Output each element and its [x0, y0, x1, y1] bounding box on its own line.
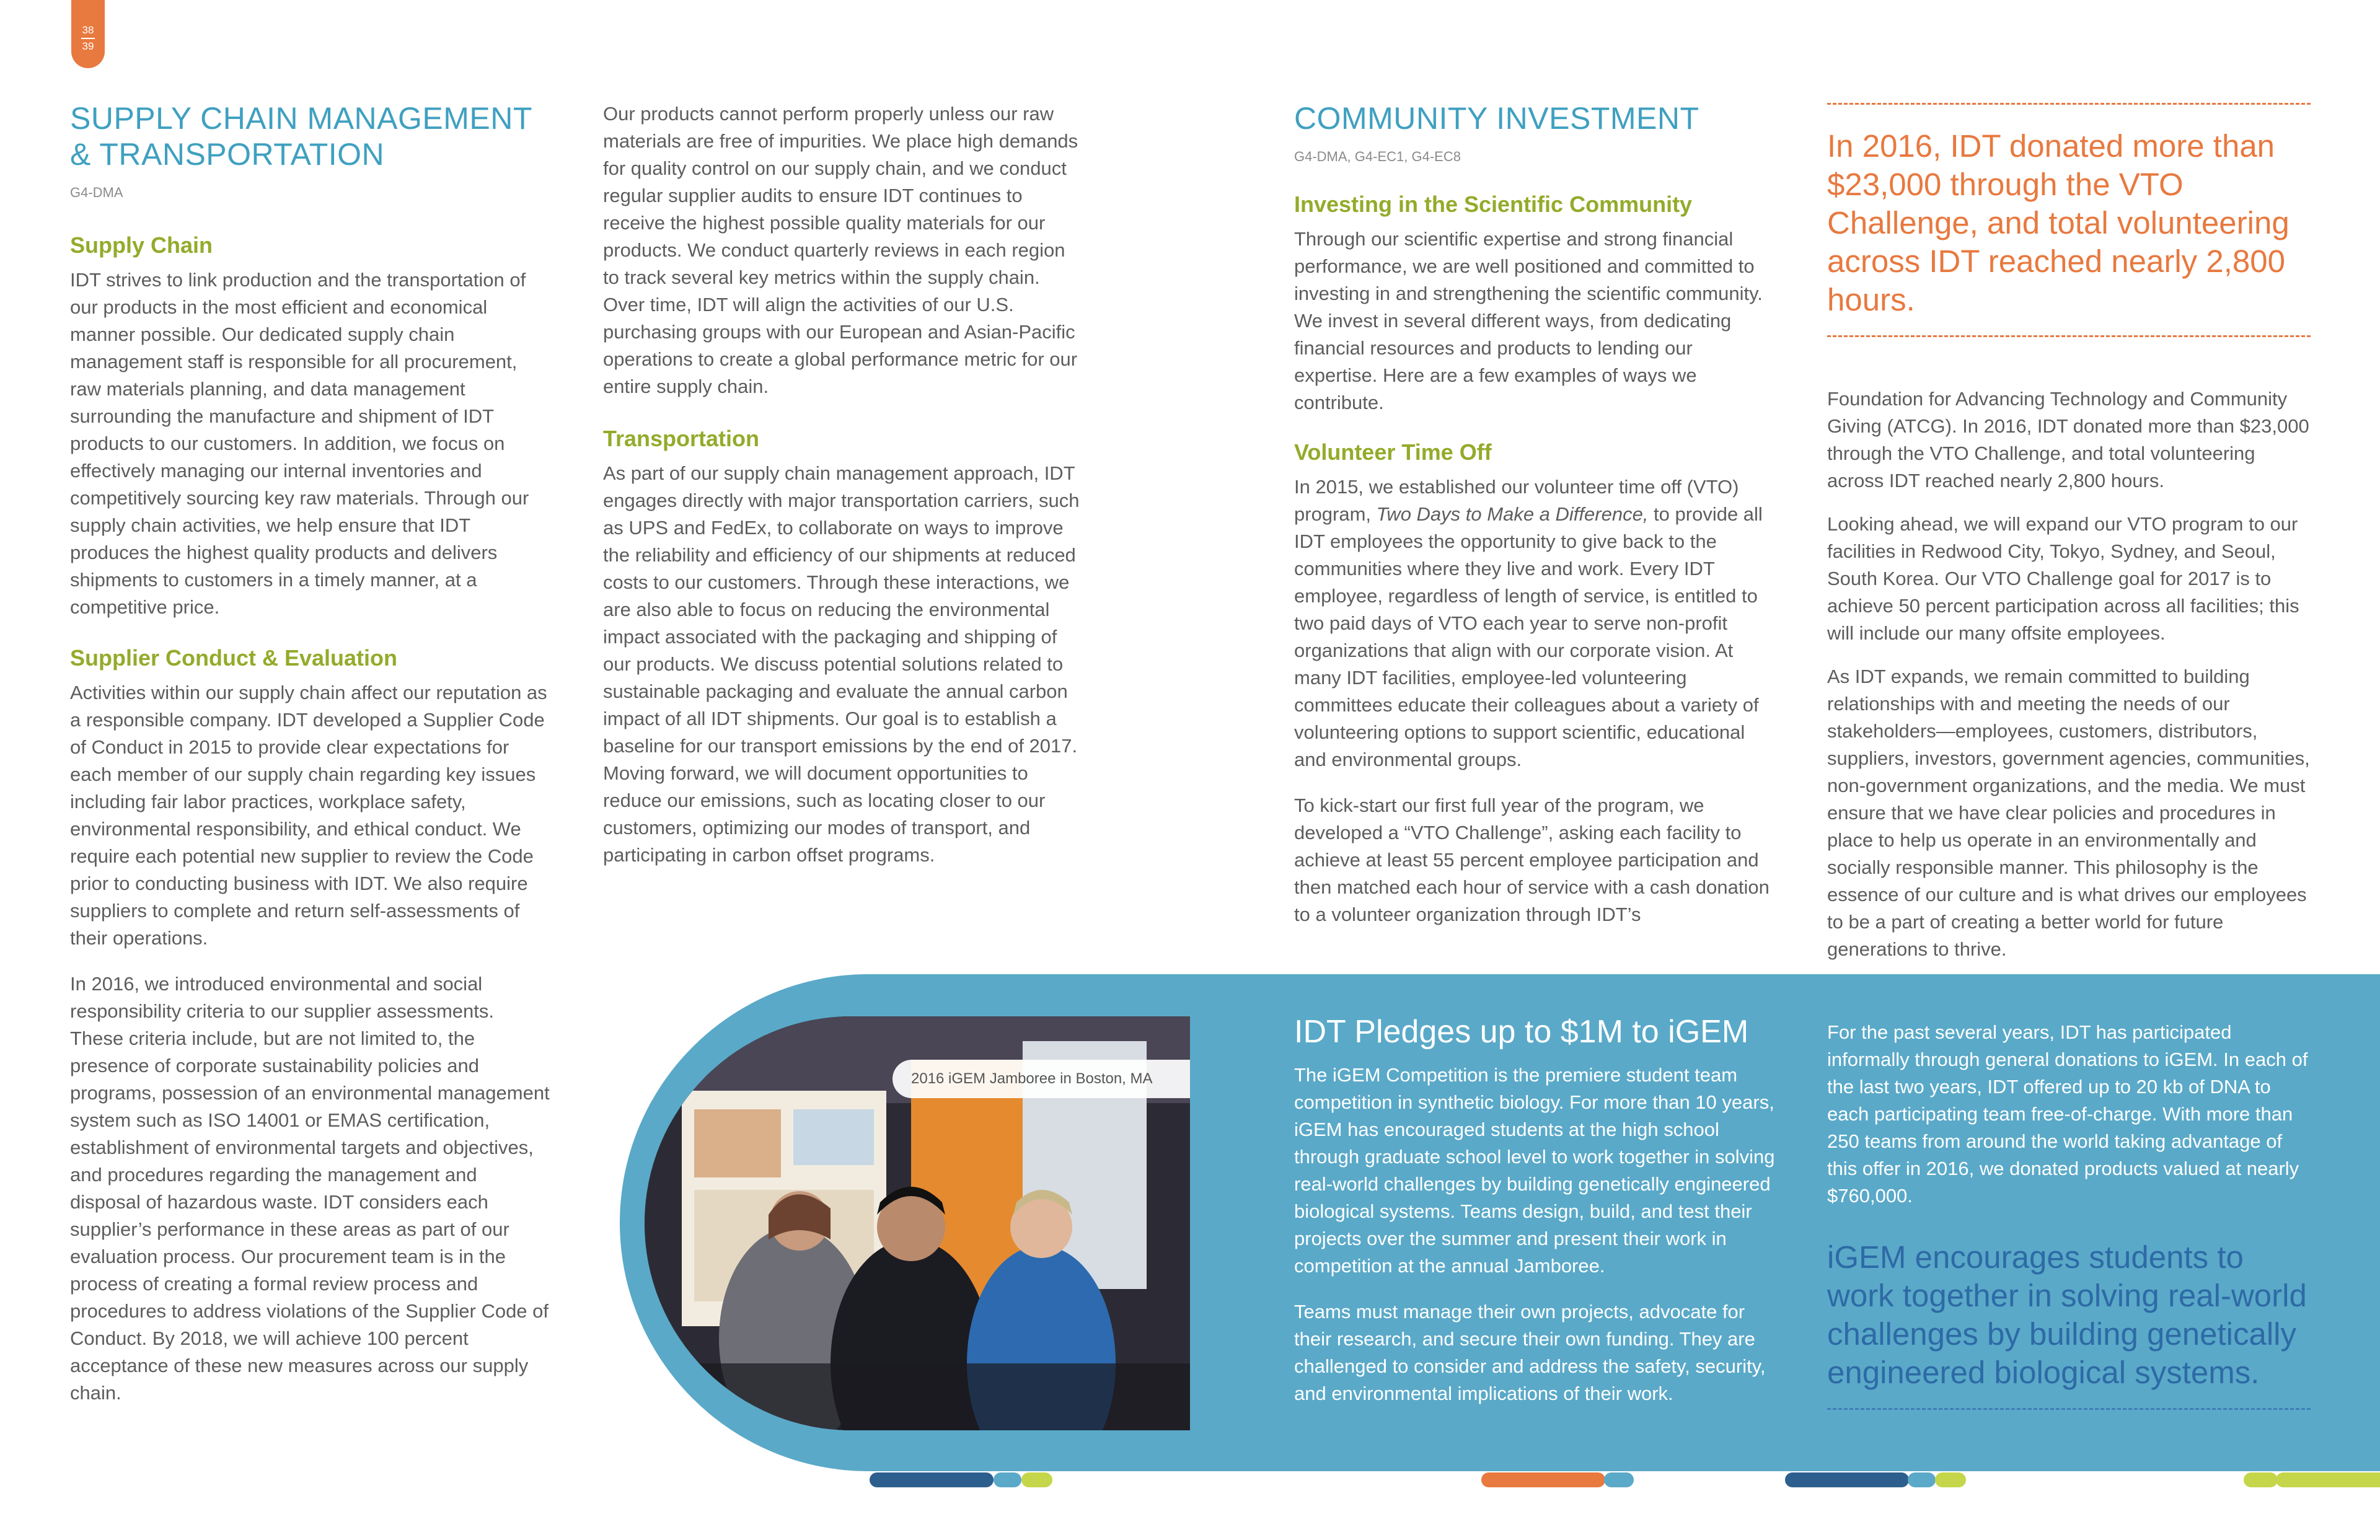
pull-quote-rule-bottom: [1827, 335, 2311, 337]
igem-quote-rule: [1827, 1408, 2311, 1410]
vto-program-name: Two Days to Make a Difference,: [1376, 503, 1649, 525]
community-column: [1294, 100, 1774, 928]
investing-heading: Investing in the Scientific Community: [1294, 191, 1693, 217]
foundation-paragraph: Foundation for Advancing Technology and Community Giving (ATCG). In 2016, IDT donated more than $23,000 through the VTO Challenge, and total volunteering across IDT reached nearly 2,800 hours.: [1827, 388, 2309, 491]
transportation-heading: Transportation: [603, 426, 760, 451]
decor-pill: [1481, 1472, 1605, 1487]
supply-chain-code: G4-DMA: [70, 185, 123, 200]
supply-chain-title: SUPPLY CHAIN MANAGEMENT & TRANSPORTATION: [70, 101, 532, 172]
page-number-left: 38: [82, 24, 94, 36]
supply-chain-paragraph: IDT strives to link production and the transportation of our products in the most efficient and economical manner possible. Our dedicated supply chain management staff is responsible for all procurement, raw materials planning, and data management surrounding the manufacture and shipment of IDT products to our customers. In addition, we focus on effectively managing our internal inventories and competitively sourcing key raw materials. Through our supply chain activities, we help ensure that IDT produces the highest quality products and delivers shipments to customers in a timely manner, at a competitive price.: [70, 269, 529, 618]
decor-pill: [1604, 1472, 1634, 1487]
igem-paragraph-1: The iGEM Competition is the premiere student team competition in synthetic biology. For more than 10 years, iGEM has encouraged students at the high school through graduate school level to work together in solving real-world challenges by building genetically engineered biological systems. Teams design, build, and test their projects over the summer and present their work in competition at the annual Jamboree.: [1294, 1064, 1775, 1277]
vto-paragraph: [1294, 473, 1774, 773]
community-code: G4-DMA, G4-EC1, G4-EC8: [1294, 149, 1461, 164]
decor-pill: [870, 1472, 994, 1487]
quality-column: [603, 100, 1083, 869]
pull-quote: In 2016, IDT donated more than $23,000 through the VTO Challenge, and total volunteering across IDT reached nearly 2,800 hours.: [1827, 128, 2290, 317]
decor-pill: [2276, 1472, 2380, 1487]
photo-caption: 2016 iGEM Jamboree in Boston, MA: [892, 1060, 1190, 1098]
investing-paragraph: Through our scientific expertise and strong financial performance, we are well positioned and committed to investing in and strengthening the scientific community. We invest in several different ways, from dedicating financial resources and products to lending our expertise. Here are a few examples of ways we contribute.: [1294, 228, 1763, 413]
pull-quote-rule-top: [1827, 103, 2311, 105]
supply-chain-column: [70, 100, 550, 1407]
igem-paragraph-3: For the past several years, IDT has participated informally through general donations to iGEM. In each of the last two years, IDT offered up to 20 kb of DNA to each participating team free-of-charge. With more than 250 teams from around the world taking advantage of this offer in 2016, we donated products valued at nearly $760,000.: [1827, 1021, 2308, 1207]
vto-text-end: to provide all IDT employees the opportunity to give back to the communities where they live and work. Every IDT employee, regardless of length of service, is entitled to two paid days of VTO each year to serve non-profit organizations that align with our corporate vision. At many IDT facilities, employee-led volunteering committees educate their colleagues about a variety of volunteering options to support scientific, educational and environmental groups.: [1294, 503, 1763, 770]
page-number-tab: [71, 0, 105, 68]
looking-ahead-paragraph: Looking ahead, we will expand our VTO program to our facilities in Redwood City, Tokyo, Sydney, and Seoul, South Korea. Our VTO Challenge goal for 2017 is to achieve 50 percent participation across all facilities; this will include our many offsite employees.: [1827, 513, 2299, 644]
vto-heading: Volunteer Time Off: [1294, 439, 1492, 465]
supplier-conduct-paragraph: Activities within our supply chain affect our reputation as a responsible company. IDT developed a Supplier Code of Conduct in 2015 to provide clear expectations for each member of our supply chain regarding key issues including fair labor practices, workplace safety, environmental responsibility, and ethical conduct. We require each potential new supplier to review the Code prior to conducting business with IDT. We also require suppliers to complete and return self-assessments of their operations.: [70, 682, 547, 949]
supplier-conduct-heading: Supplier Conduct & Evaluation: [70, 645, 398, 671]
decor-pill: [1021, 1472, 1052, 1487]
decor-pill: [994, 1472, 1021, 1487]
igem-column: [1294, 1013, 1778, 1407]
community-title: COMMUNITY INVESTMENT: [1294, 101, 1699, 136]
transportation-paragraph: As part of our supply chain management approach, IDT engages directly with major transportation carriers, such as UPS and FedEx, to collaborate on ways to improve the reliability and efficiency of our shipments at reduced costs to our customers. Through these interactions, we are also able to focus on reducing the environmental impact associated with the packaging and shipping of our products. We discuss potential solutions related to sustainable packaging and evaluate the annual carbon impact of all IDT shipments. Our goal is to establish a baseline for our transport emissions by the end of 2017. Moving forward, we will document opportunities to reduce our emissions, such as locating closer to our customers, optimizing our modes of transport, and participating in carbon offset programs.: [603, 462, 1080, 866]
igem-paragraph-2: Teams must manage their own projects, advocate for their research, and secure their own funding. They are challenged to consider and address the safety, security, and environmental implications of their work.: [1294, 1301, 1766, 1404]
igem-quote: iGEM encourages students to work together in solving real-world challenges by building genetically engineered biological systems.: [1827, 1239, 2307, 1390]
igem-title: IDT Pledges up to $1M to iGEM: [1294, 1014, 1749, 1050]
decor-pill: [2244, 1472, 2278, 1487]
criteria-paragraph: In 2016, we introduced environmental and social responsibility criteria to our supplier assessments. These criteria include, but are not limited to, the presence of corporate sustainability policies and programs, possession of an environmental management system such as ISO 14001 or EMAS certification, establishment of environmental targets and objectives, and procedures regarding the management and disposal of hazardous waste. IDT considers each supplier’s performance in these areas as part of our evaluation process. Our procurement team is in the process of creating a formal review process and procedures to address violations of the Supplier Code of Conduct. By 2018, we will achieve 100 percent acceptance of these new measures across our supply chain.: [70, 973, 550, 1404]
idt-expands-paragraph: As IDT expands, we remain committed to building relationships with and meeting the needs of our stakeholders—employees, customers, distributors, suppliers, investors, government agencies, communities, non-government organizations, and the media. We must ensure that we have clear policies and procedures in place to help us operate in an environmentally and socially responsible manner. This philosophy is the essence of our culture and is what drives our employees to be a part of creating a better world for future generations to thrive.: [1827, 666, 2310, 960]
right-column: [1827, 100, 2311, 963]
supply-chain-heading: Supply Chain: [70, 232, 213, 258]
page-number-divider: [81, 38, 95, 39]
igem-right-column: [1827, 1019, 2311, 1410]
page-number-right: 39: [82, 40, 94, 52]
kickstart-paragraph: To kick-start our first full year of the program, we developed a “VTO Challenge”, asking each facility to achieve at least 55 percent employee participation and then matched each hour of service with a cash donation to a volunteer organization through IDT’s: [1294, 794, 1770, 925]
decor-pill: [1935, 1472, 1966, 1487]
decor-pill: [1785, 1472, 1909, 1487]
decor-pill: [1908, 1472, 1936, 1487]
quality-paragraph: Our products cannot perform properly unless our raw materials are free of impurities. We place high demands for quality control on our supply chain, and we conduct regular supplier audits to ensure IDT continues to receive the highest possible quality materials for our products. We conduct quarterly reviews in each region to track several key metrics within the supply chain. Over time, IDT will align the activities of our U.S. purchasing groups with our European and Asian-Pacific operations to create a global performance metric for our entire supply chain.: [603, 103, 1078, 397]
vto-text-start: In 2015, we established our volunteer time off (VTO) program,: [1294, 476, 1739, 525]
